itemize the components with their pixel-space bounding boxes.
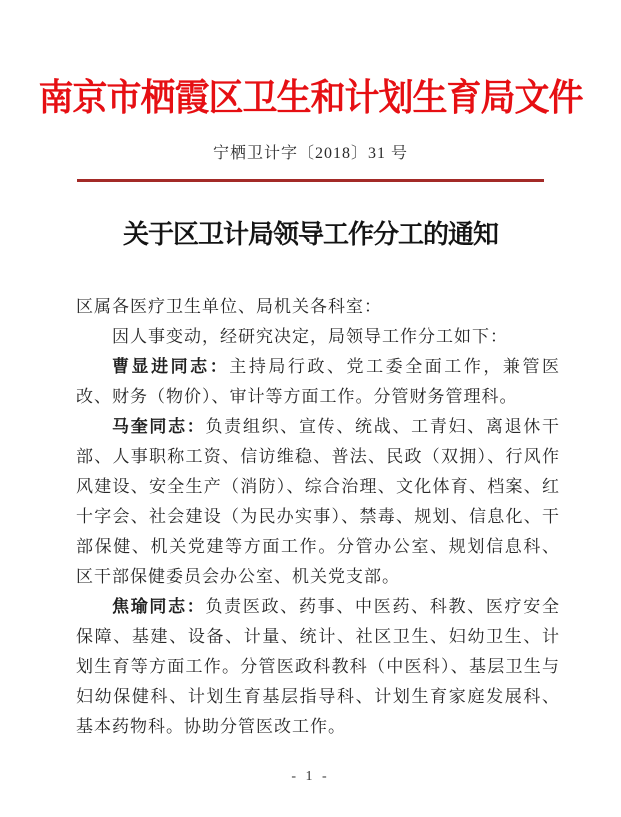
assignment-paragraph: [76, 412, 560, 592]
official-duties: 负责组织、宣传、统战、工青妇、离退休干部、人事职称工资、信访维稳、普法、民政（双拥）、行风作风建设、安全生产（消防）、综合治理、文化体育、档案、红十字会、社会建设（为民办实事）、禁毒、规划、信息化、干部保健、机关党建等方面工作。分管办公室、规划信息科、区干部保健委员会办公室、机关党支部。: [76, 417, 561, 586]
red-divider-line: [77, 179, 544, 182]
assignment-paragraph: [76, 592, 560, 742]
agency-header-title: 南京市栖霞区卫生和计划生育局文件: [38, 77, 583, 119]
salutation-line: 区属各医疗卫生单位、局机关各科室：: [76, 297, 382, 316]
official-name: 马奎同志：: [112, 417, 206, 436]
page-number: - 1 -: [291, 769, 330, 784]
official-name: 焦瑜同志：: [112, 597, 206, 616]
official-duties: 负责医政、药事、中医药、科教、医疗安全保障、基建、设备、计量、统计、社区卫生、妇幼卫生、计划生育等方面工作。分管医政科教科（中医科）、基层卫生与妇幼保健科、计划生育基层指导科、计划生育家庭发展科、基本药物科。协助分管医改工作。: [76, 597, 561, 736]
assignment-paragraph: [76, 352, 560, 412]
official-duties: 主持局行政、党工委全面工作，兼管医改、财务（物价）、审计等方面工作。分管财务管理科。: [76, 357, 561, 406]
intro-paragraph: 因人事变动，经研究决定，局领导工作分工如下：: [112, 327, 508, 346]
notice-title: 关于区卫计局领导工作分工的通知: [122, 220, 498, 249]
document-number: 宁栖卫计字〔2018〕31 号: [212, 145, 408, 162]
document-body: [76, 292, 560, 742]
official-name: 曹显进同志：: [112, 357, 230, 376]
